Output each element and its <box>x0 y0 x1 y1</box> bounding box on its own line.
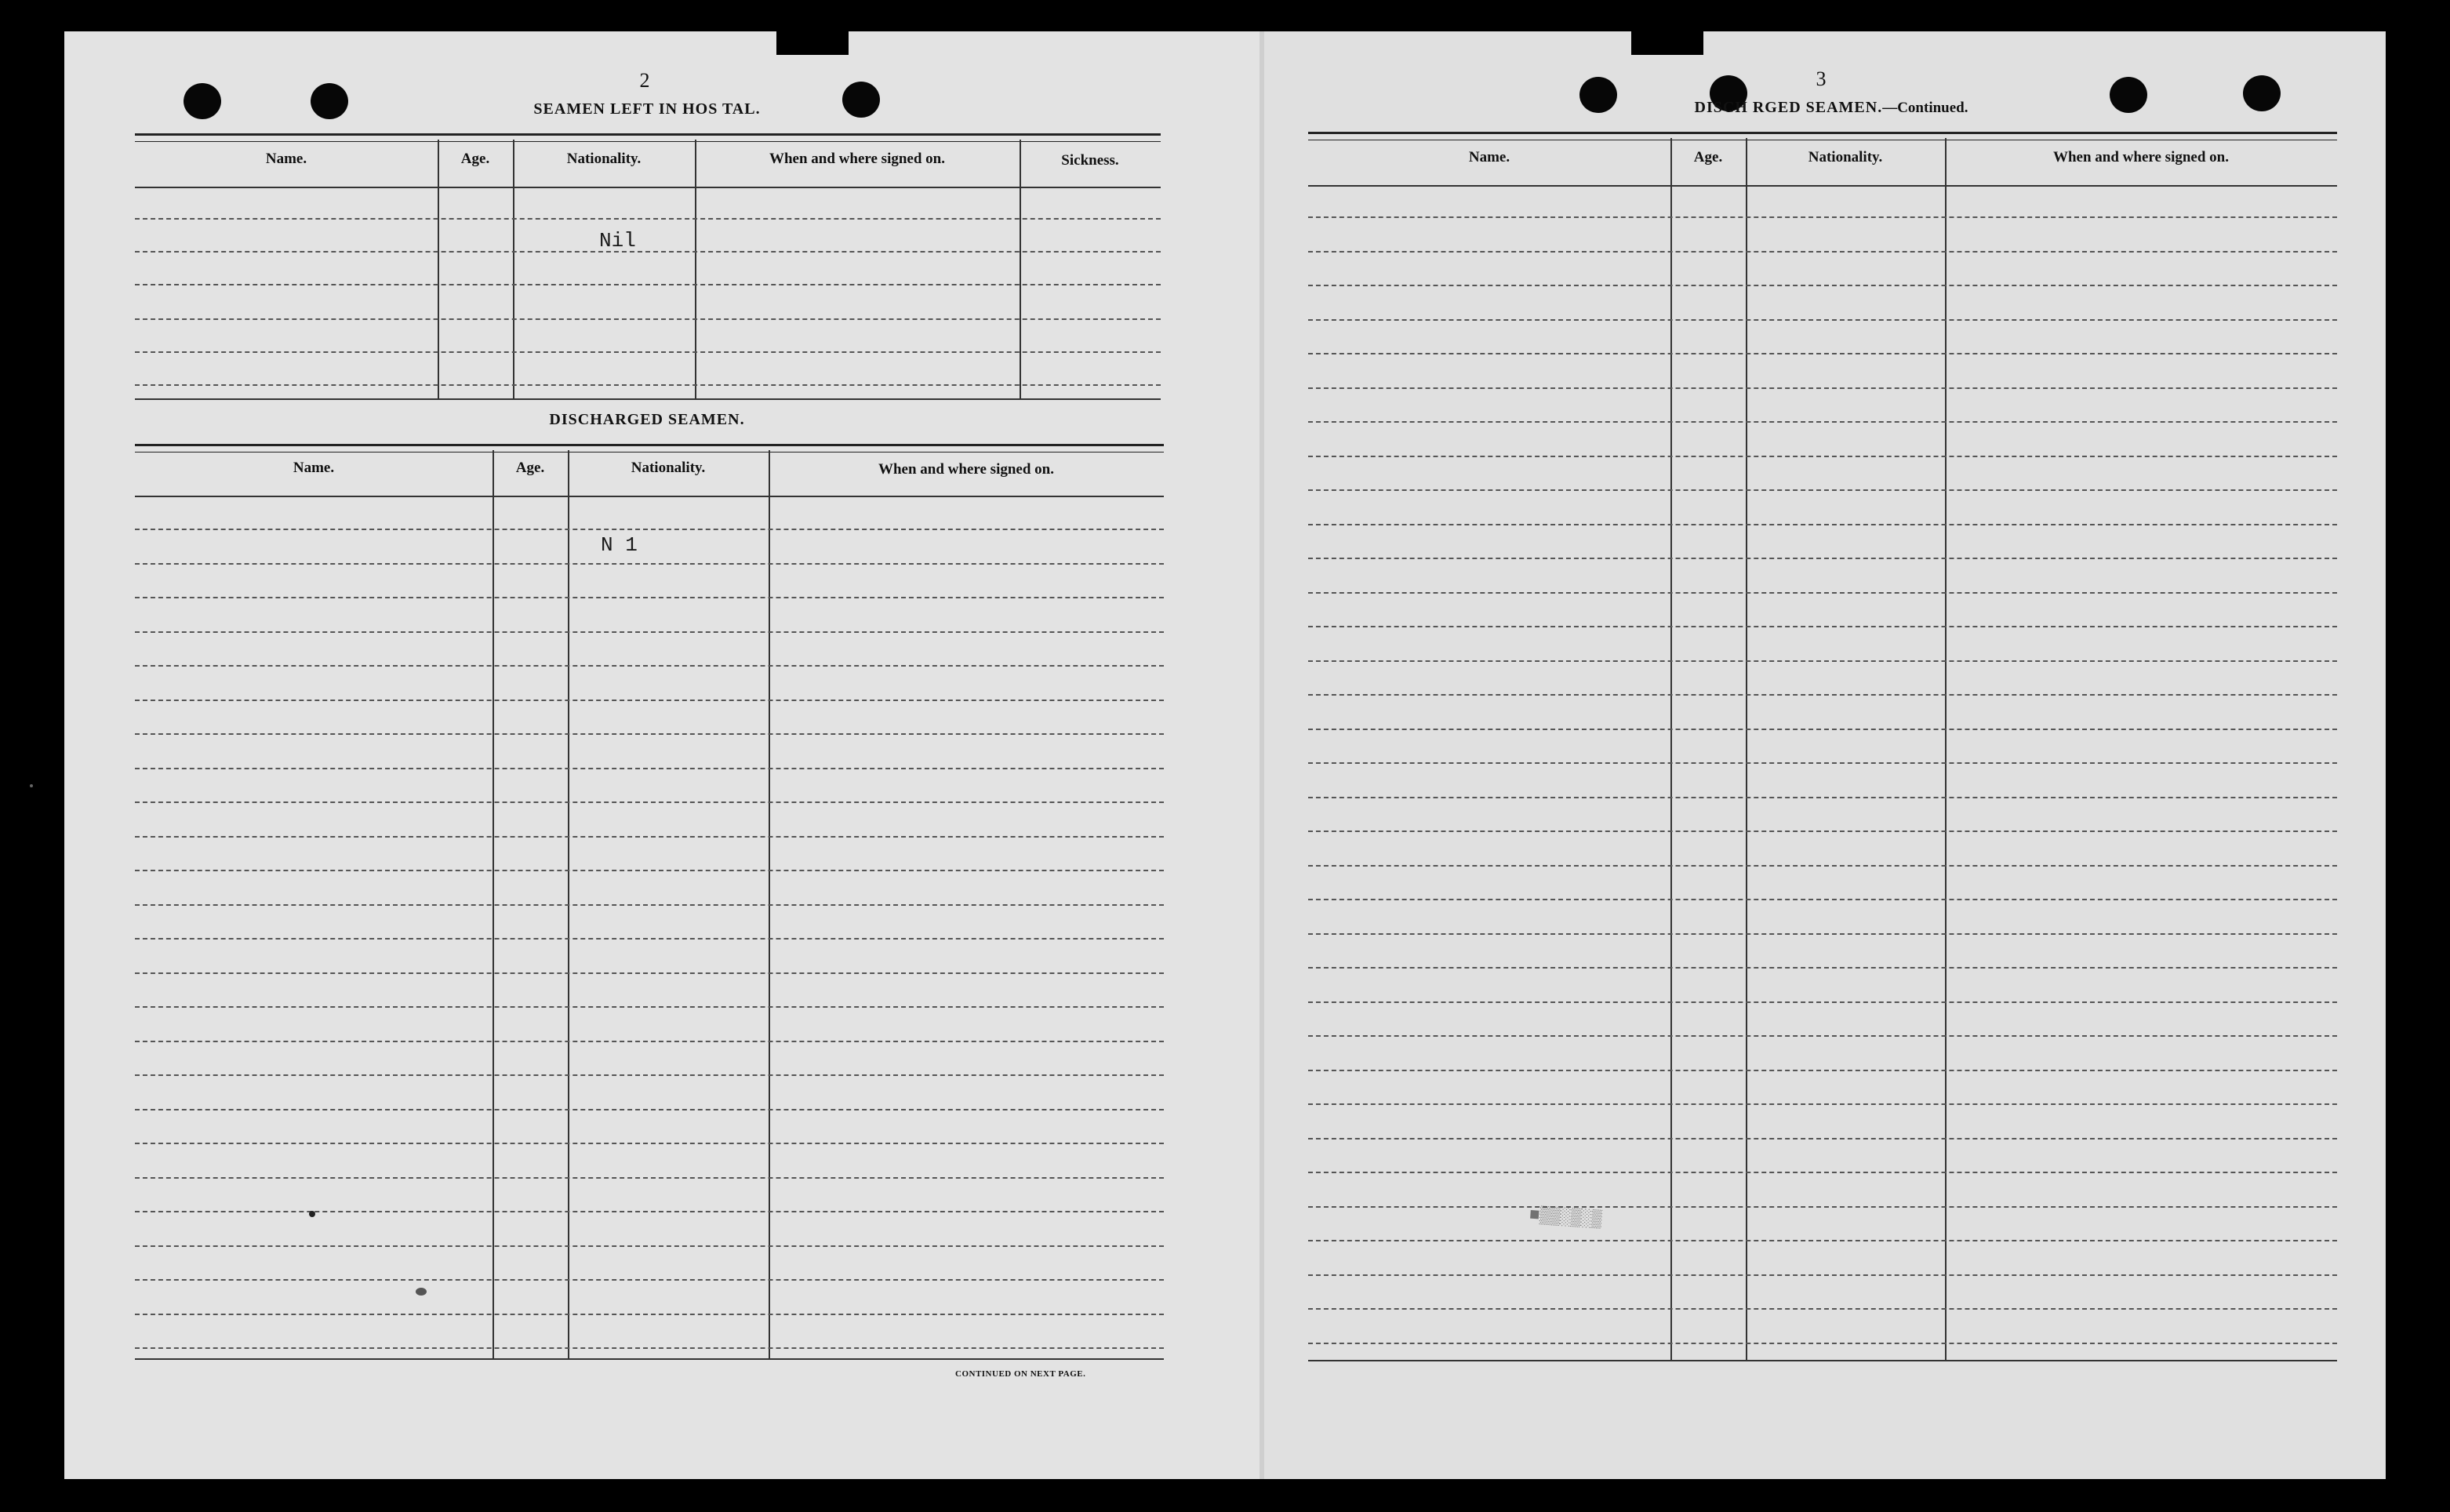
top-notch-right <box>1631 31 1703 55</box>
right-section-title-suffix: —Continued. <box>1882 100 1968 116</box>
row-line <box>1308 1240 2337 1241</box>
row-line <box>135 1041 1164 1042</box>
row-line <box>135 1347 1164 1349</box>
row-line <box>135 700 1164 701</box>
row-line <box>135 284 1161 285</box>
column-separator <box>1020 140 1021 398</box>
row-line <box>135 318 1161 320</box>
punch-hole <box>2110 77 2147 113</box>
row-line <box>1308 421 2337 423</box>
row-line <box>135 218 1161 220</box>
row-line <box>1308 694 2337 696</box>
column-header-sickness: Sickness. <box>1061 152 1119 169</box>
row-line <box>1308 319 2337 321</box>
ink-speck <box>416 1288 427 1296</box>
punch-hole <box>311 83 348 119</box>
row-line <box>1308 489 2337 491</box>
row-line <box>135 1279 1164 1281</box>
row-line <box>1308 762 2337 764</box>
row-line <box>135 733 1164 735</box>
row-line <box>1308 558 2337 559</box>
row-line <box>1308 1206 2337 1208</box>
row-line <box>135 384 1161 386</box>
row-line <box>1308 387 2337 389</box>
row-line <box>135 351 1161 353</box>
row-line <box>1308 1308 2337 1310</box>
row-line <box>135 1177 1164 1179</box>
row-line <box>1308 1035 2337 1037</box>
hospital-table <box>135 133 1161 400</box>
right-section-title-main: DISCH RGED SEAMEN. <box>1694 99 1883 116</box>
discharged-table-left <box>135 444 1164 1361</box>
row-line <box>135 529 1164 530</box>
table-bottom-rule <box>135 1358 1164 1360</box>
column-separator <box>1945 138 1947 1361</box>
punch-hole <box>2243 75 2281 111</box>
row-line <box>1308 626 2337 627</box>
row-line <box>135 870 1164 871</box>
row-line <box>1308 1172 2337 1173</box>
right-section-title <box>1655 99 2008 117</box>
hospital-entry-nil: Nil <box>599 229 636 253</box>
column-header-nationality: Nationality. <box>631 460 706 476</box>
column-header-nationality: Nationality. <box>566 151 642 167</box>
row-line <box>135 631 1164 633</box>
ink-speck <box>30 784 33 787</box>
row-line <box>135 836 1164 838</box>
header-rule <box>135 187 1161 188</box>
row-line <box>1308 1138 2337 1139</box>
row-line <box>135 1245 1164 1247</box>
table-bottom-rule <box>135 398 1161 400</box>
page-number-right: 3 <box>1816 67 1827 90</box>
column-header-name: Name. <box>265 151 307 167</box>
table-bottom-rule <box>1308 1360 2337 1361</box>
row-line <box>1308 1103 2337 1105</box>
column-header-signed-on: When and where signed on. <box>878 461 1054 478</box>
row-line <box>1308 285 2337 286</box>
column-separator <box>513 140 514 398</box>
ink-speck <box>309 1211 315 1217</box>
row-line <box>1308 1274 2337 1276</box>
row-line <box>135 1109 1164 1110</box>
row-line <box>1308 729 2337 730</box>
column-separator <box>438 140 439 398</box>
column-header-name: Name. <box>1468 149 1510 165</box>
column-header-age: Age. <box>1693 149 1723 165</box>
table-top-rule <box>135 444 1164 453</box>
row-line <box>1308 592 2337 594</box>
discharged-entry-nil: N 1 <box>601 533 638 557</box>
continued-note: CONTINUED ON NEXT PAGE. <box>955 1369 1086 1379</box>
row-line <box>1308 899 2337 900</box>
table-top-rule <box>1308 132 2337 140</box>
table-top-rule <box>135 133 1161 142</box>
row-line <box>135 1143 1164 1144</box>
row-line <box>135 904 1164 906</box>
punch-hole <box>1579 77 1617 113</box>
row-line <box>135 1074 1164 1076</box>
row-line <box>1308 660 2337 662</box>
header-rule <box>1308 185 2337 187</box>
row-line <box>1308 524 2337 525</box>
header-rule <box>135 496 1164 497</box>
top-notch-left <box>776 31 849 55</box>
row-line <box>1308 865 2337 867</box>
row-line <box>1308 251 2337 253</box>
row-line <box>135 665 1164 667</box>
discharged-section-title: DISCHARGED SEAMEN. <box>549 411 745 428</box>
row-line <box>1308 967 2337 969</box>
row-line <box>135 1006 1164 1008</box>
row-line <box>1308 1001 2337 1003</box>
hospital-section-title: SEAMEN LEFT IN HOS TAL. <box>533 100 761 118</box>
row-line <box>135 1211 1164 1212</box>
column-header-age: Age. <box>515 460 545 476</box>
row-line <box>1308 1070 2337 1071</box>
row-line <box>135 938 1164 940</box>
discharged-table-right <box>1308 132 2337 1363</box>
column-header-name: Name. <box>293 460 335 476</box>
row-line <box>1308 797 2337 798</box>
column-header-signed-on: When and where signed on. <box>2052 149 2229 165</box>
column-header-age: Age. <box>460 151 490 167</box>
row-line <box>1308 933 2337 935</box>
row-line <box>135 251 1161 253</box>
punch-hole <box>184 83 221 119</box>
faint-stamp-mark: ■▒▒░▒░▒ <box>1529 1205 1603 1230</box>
row-line <box>135 801 1164 803</box>
row-line <box>1308 831 2337 832</box>
row-line <box>1308 456 2337 457</box>
row-line <box>1308 1343 2337 1344</box>
row-line <box>1308 353 2337 354</box>
row-line <box>135 597 1164 598</box>
row-line <box>135 768 1164 769</box>
row-line <box>135 1314 1164 1315</box>
column-header-signed-on: When and where signed on. <box>769 151 945 167</box>
column-separator <box>695 140 696 398</box>
row-line <box>135 563 1164 565</box>
column-header-nationality: Nationality. <box>1808 149 1883 165</box>
column-separator <box>1746 138 1747 1361</box>
column-separator <box>1670 138 1672 1361</box>
page-number-left: 2 <box>639 69 650 92</box>
row-line <box>135 972 1164 974</box>
row-line <box>1308 216 2337 218</box>
